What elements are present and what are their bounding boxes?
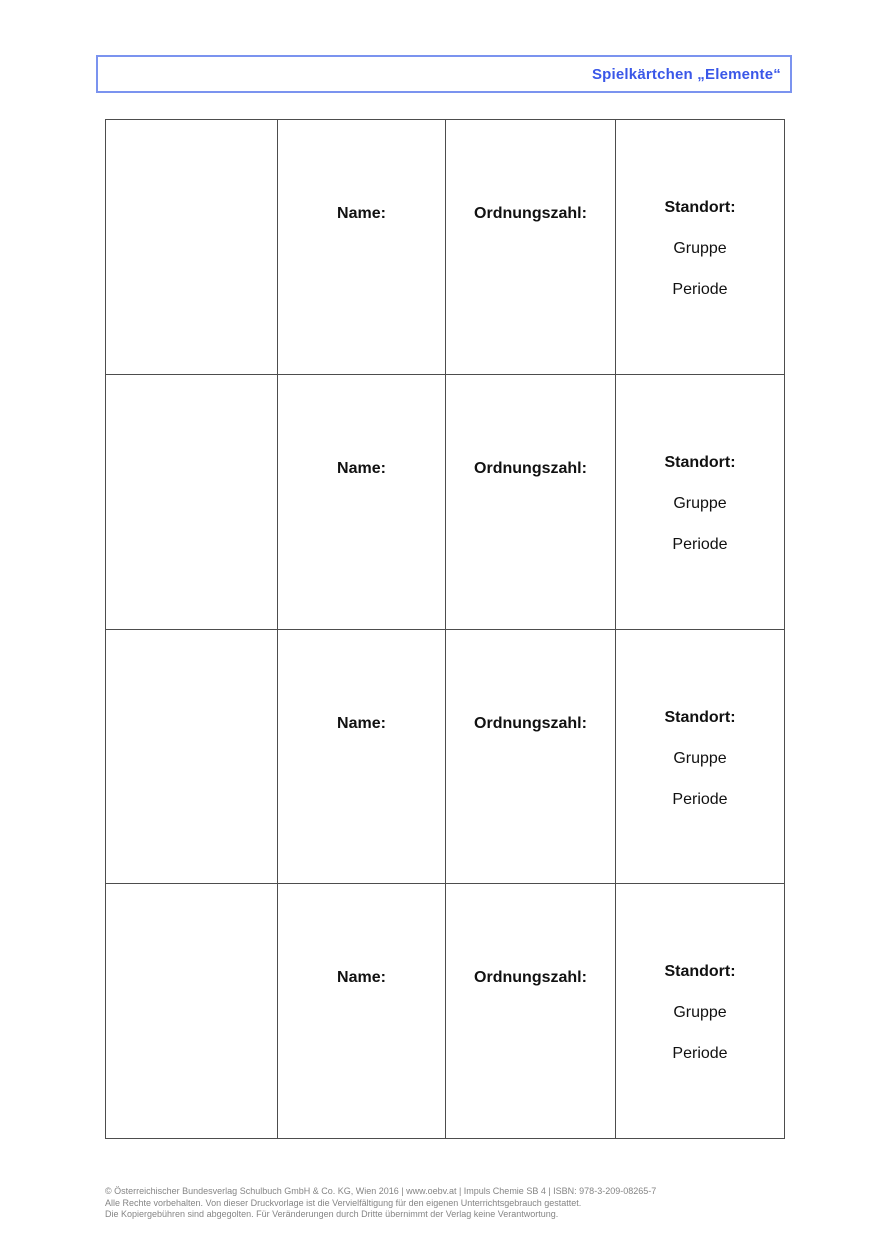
cards-table (105, 119, 785, 1139)
standort-cell (615, 375, 784, 629)
ordnungszahl-cell (445, 630, 615, 884)
copyright-line-2: Alle Rechte vorbehalten. Von dieser Druckvorlage ist die Vervielfältigung für den eigenen Unterrichtsgebrauch gestattet. (105, 1197, 582, 1208)
copyright-line-1: © Österreichischer Bundesverlag Schulbuch GmbH & Co. KG, Wien 2016 | www.oebv.at | Impuls Chemie SB 4 | ISBN: 978-3-209-08265-7 (105, 1186, 657, 1196)
copyright-footer (105, 1186, 725, 1221)
standort-cell (615, 630, 784, 884)
gruppe-label: Gruppe (673, 749, 727, 767)
standort-label: Standort: (664, 453, 736, 471)
name-label: Name: (337, 714, 386, 732)
gruppe-label: Gruppe (673, 494, 727, 512)
gruppe-label: Gruppe (673, 1004, 727, 1022)
standort-label: Standort: (664, 963, 736, 981)
name-label: Name: (337, 459, 386, 477)
standort-cell (615, 884, 784, 1138)
ordnungszahl-label: Ordnungszahl: (474, 969, 587, 987)
ordnungszahl-label: Ordnungszahl: (474, 714, 587, 732)
ordnungszahl-cell (445, 375, 615, 629)
ordnungszahl-label: Ordnungszahl: (474, 459, 587, 477)
element-symbol-cell (106, 630, 277, 884)
ordnungszahl-cell (445, 884, 615, 1138)
gruppe-label: Gruppe (673, 240, 727, 257)
periode-label: Periode (672, 281, 728, 298)
standort-label: Standort: (664, 708, 736, 726)
periode-label: Periode (672, 1045, 728, 1063)
copyright-line-3: Die Kopiergebühren sind abgegolten. Für Veränderungen durch Dritte übernimmt der Verlag keine Verantwortung. (105, 1209, 559, 1219)
periode-label: Periode (672, 535, 728, 553)
ordnungszahl-label: Ordnungszahl: (474, 205, 587, 222)
standort-cell (615, 120, 784, 374)
ordnungszahl-cell (445, 120, 615, 374)
name-cell (277, 375, 445, 629)
card-row-2 (106, 374, 784, 629)
name-label: Name: (337, 205, 386, 222)
title-box (96, 55, 792, 93)
element-symbol-cell (106, 884, 277, 1138)
card-row-3 (106, 629, 784, 884)
element-symbol-cell (106, 375, 277, 629)
card-row-4 (106, 883, 784, 1138)
periode-label: Periode (672, 790, 728, 808)
name-cell (277, 120, 445, 374)
card-row-1 (106, 120, 784, 374)
standort-label: Standort: (664, 199, 736, 216)
name-cell (277, 884, 445, 1138)
page-title: Spielkärtchen „Elemente“ (591, 65, 781, 83)
name-cell (277, 630, 445, 884)
name-label: Name: (337, 969, 386, 987)
element-symbol-cell (106, 120, 277, 374)
